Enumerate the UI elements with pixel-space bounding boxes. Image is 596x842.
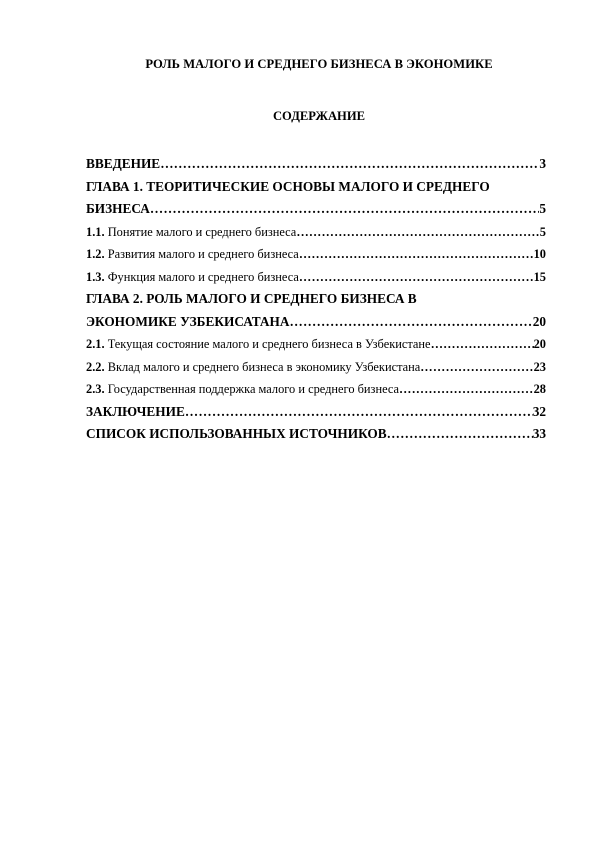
- toc-page-number: 32: [532, 403, 546, 419]
- toc-section-number: 2.1.: [86, 337, 105, 351]
- toc-leader-dots: [185, 404, 533, 420]
- table-of-contents: [86, 156, 546, 449]
- toc-page-number: 15: [533, 269, 546, 284]
- toc-entry-intro: [86, 156, 546, 179]
- toc-entry-conclusion: [86, 404, 546, 427]
- toc-page-number: 3: [539, 156, 546, 171]
- toc-entry-sources: [86, 426, 546, 449]
- toc-chapter2-line1: [86, 291, 546, 314]
- toc-section-number: 2.2.: [86, 359, 105, 374]
- toc-leader-dots: [399, 381, 534, 397]
- toc-entry-2-2: [86, 359, 546, 382]
- toc-entry-label: Развития малого и среднего бизнеса: [107, 247, 299, 261]
- toc-page-number: 28: [533, 382, 546, 396]
- toc-entry-label: ГЛАВА 1. ТЕОРИТИЧЕСКИЕ ОСНОВЫ МАЛОГО И СРЕДНЕГО: [86, 178, 490, 194]
- toc-entry-label: ВВЕДЕНИЕ: [86, 156, 161, 171]
- toc-entry-label: БИЗНЕСА: [86, 201, 150, 216]
- toc-page-number: 10: [533, 247, 546, 261]
- toc-entry-2-1: [86, 336, 546, 359]
- toc-heading: СОДЕРЖАНИЕ: [272, 109, 366, 123]
- toc-entry-1-1: [86, 224, 546, 247]
- toc-section-number: 1.3.: [86, 269, 105, 284]
- toc-entry-label: ГЛАВА 2. РОЛЬ МАЛОГО И СРЕДНЕГО БИЗНЕСА В: [86, 291, 417, 306]
- toc-entry-label: Понятие малого и среднего бизнеса: [107, 224, 297, 239]
- toc-chapter1-line1: [86, 179, 546, 202]
- toc-chapter2-line2: [86, 314, 546, 337]
- toc-leader-dots: [420, 359, 533, 375]
- toc-leader-dots: [387, 426, 533, 442]
- toc-leader-dots: [160, 156, 539, 172]
- toc-leader-dots: [296, 224, 539, 240]
- toc-leader-dots: [299, 269, 534, 285]
- toc-leader-dots: [299, 246, 534, 262]
- toc-entry-label: Государственная поддержка малого и среднего бизнеса: [107, 382, 400, 396]
- toc-page-number: 20: [532, 313, 546, 329]
- toc-page-number: 5: [539, 224, 546, 239]
- toc-entry-label: Функция малого и среднего бизнеса: [107, 269, 299, 284]
- toc-entry-label: ЭКОНОМИКЕ УЗБЕКИСАТАНА: [86, 313, 290, 329]
- toc-section-number: 1.1.: [86, 224, 105, 239]
- document-title: РОЛЬ МАЛОГО И СРЕДНЕГО БИЗНЕСА В ЭКОНОМИКЕ: [145, 57, 493, 71]
- toc-leader-dots: [150, 201, 539, 217]
- toc-page-number: 23: [533, 359, 546, 374]
- toc-entry-2-3: [86, 381, 546, 404]
- toc-entry-1-3: [86, 269, 546, 292]
- toc-leader-dots: [431, 336, 534, 352]
- toc-entry-label: СПИСОК ИСПОЛЬЗОВАННЫХ ИСТОЧНИКОВ: [86, 426, 387, 441]
- toc-leader-dots: [289, 314, 532, 330]
- toc-section-number: 2.3.: [86, 382, 105, 396]
- toc-page-number: 33: [532, 426, 546, 441]
- toc-entry-label: Текущая состояние малого и среднего бизнеса в Узбекистане: [107, 337, 431, 351]
- toc-chapter1-line2: [86, 201, 546, 224]
- toc-page-number: 20: [533, 337, 546, 351]
- toc-entry-label: Вклад малого и среднего бизнеса в экономику Узбекистана: [107, 359, 421, 374]
- toc-page-number: 5: [539, 201, 546, 216]
- toc-entry-1-2: [86, 246, 546, 269]
- toc-section-number: 1.2.: [86, 247, 105, 261]
- toc-entry-label: ЗАКЛЮЧЕНИЕ: [86, 403, 185, 419]
